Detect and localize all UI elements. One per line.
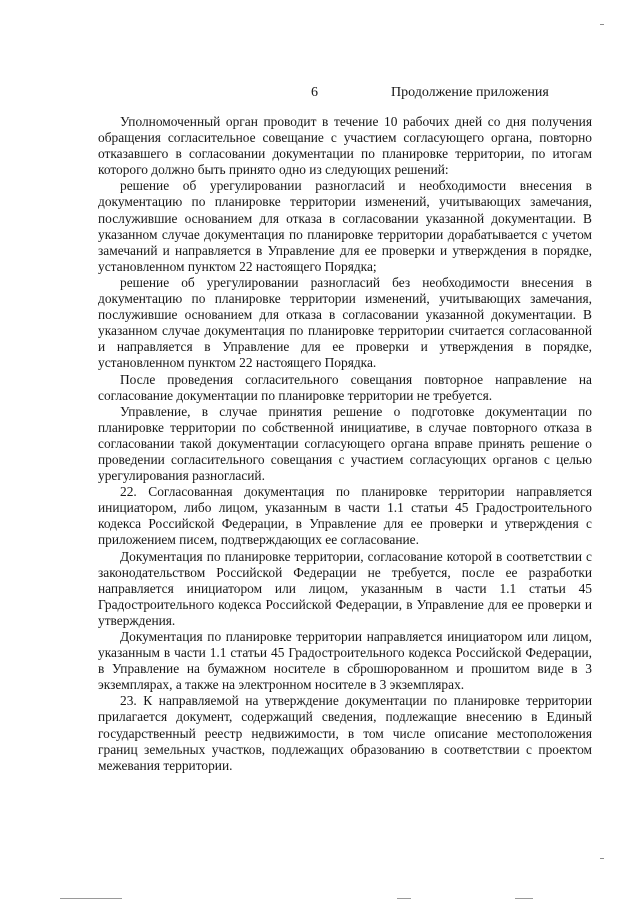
document-body — [98, 114, 592, 774]
scan-artifact — [397, 898, 411, 899]
paragraph-no-approval-needed: Документация по планировке территории, согласование которой в соответствии с законодательством Российской Федерации не требуется, после ее разработки направляется инициатором или лицом, указанным в части 1.1 статьи 45 Градостроительного кодекса Российской Федерации, в Управление для ее проверки и утверждения. — [98, 548, 592, 628]
paragraph-item-22: 22. Согласованная документация по планировке территории направляется инициатором, либо лицом, указанным в части 1.1 статьи 45 Градостроительного кодекса Российской Федерации, в Управление для ее проверки и утверждения с приложением писем, подтверждающих ее согласование. — [98, 484, 592, 548]
scan-artifact — [515, 898, 533, 899]
scan-artifact — [600, 24, 604, 25]
page-header — [0, 85, 640, 103]
continuation-label: Продолжение приложения — [391, 85, 549, 100]
page-number: 6 — [311, 85, 318, 100]
paragraph-decision-without-changes: решение об урегулировании разногласий без необходимости внесения в документацию по планировке территории изменений, учитывающих замечания, послужившие основанием для отказа в согласовании указанной документации. В указанном случае документация по планировке территории считается согласованной и направляется в Управление для ее проверки и утверждения в порядке, установленном пунктом 22 настоящего Порядка. — [98, 274, 592, 371]
paragraph-meeting-decision: Уполномоченный орган проводит в течение 10 рабочих дней со дня получения обращения согласительное совещание с участием согласующего органа, повторно отказавшего в согласовании документации по планировке территории, по итогам которого должно быть принято одно из следующих решений: — [98, 114, 592, 178]
scan-artifact — [60, 898, 122, 899]
paragraph-paper-submission: Документация по планировке территории направляется инициатором или лицом, указанным в части 1.1 статьи 45 Градостроительного кодекса Российской Федерации, в Управление на бумажном носителе в сброшюрованном и прошитом виде в 3 экземплярах, а также на электронном носителе в 3 экземплярах. — [98, 629, 592, 693]
paragraph-item-23: 23. К направляемой на утверждение документации по планировке территории прилагается документ, содержащий сведения, подлежащие внесению в Единый государственный реестр недвижимости, в том числе описание местоположения границ земельных участков, подлежащих образованию в соответствии с проектом межевания территории. — [98, 693, 592, 773]
paragraph-decision-with-changes: решение об урегулировании разногласий и необходимости внесения в документацию по планировке территории изменений, учитывающих замечания, послужившие основанием для отказа в согласовании указанной документации. В указанном случае документация по планировке территории дорабатывается с учетом замечаний и направляется в Управление для ее проверки и утверждения в порядке, установленном пунктом 22 настоящего Порядка; — [98, 178, 592, 274]
scan-artifact — [600, 858, 604, 859]
paragraph-management-initiative: Управление, в случае принятия решение о подготовке документации по планировке территории по собственной инициативе, в случае повторного отказа в согласовании такой документации согласующего органа вправе принять решение о проведении согласительного совещания с участием согласующих органов с целью урегулирования разногласий. — [98, 403, 592, 484]
paragraph-no-reapproval: После проведения согласительного совещания повторное направление на согласование документации по планировке территории не требуется. — [98, 371, 592, 403]
